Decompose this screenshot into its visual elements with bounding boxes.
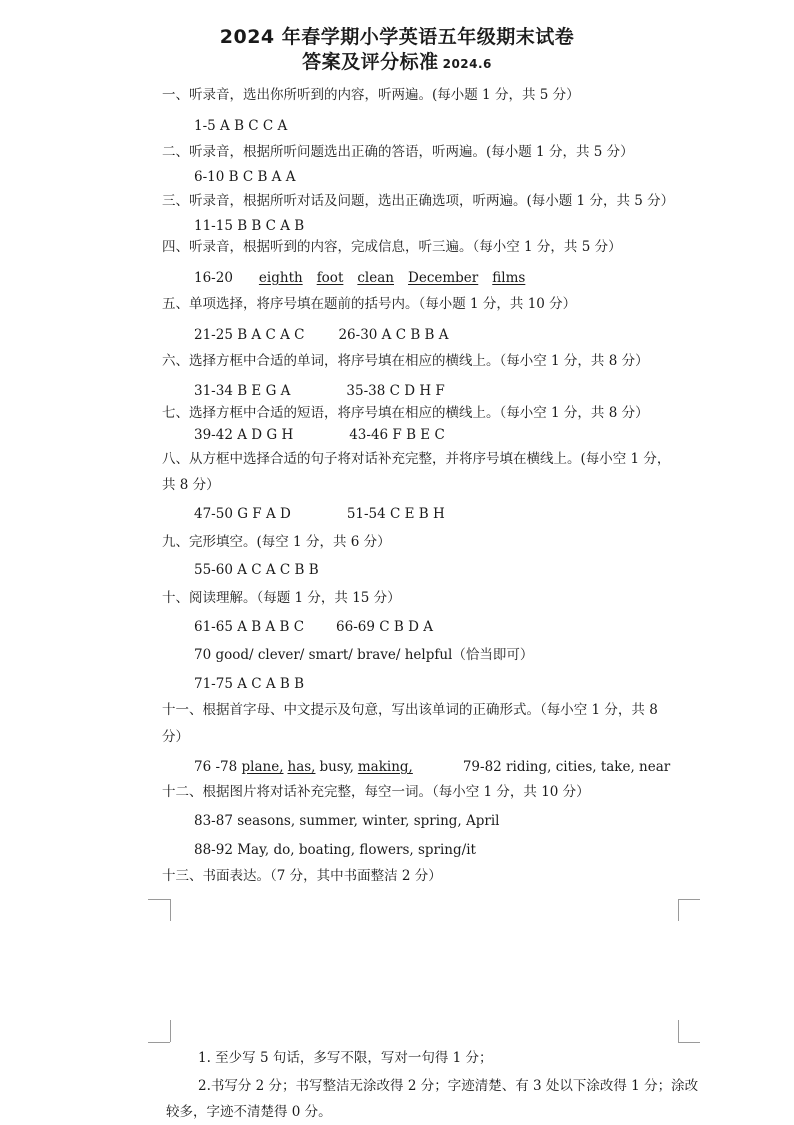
- section-11-heading-cont: 分）: [162, 729, 189, 745]
- section-11-answer-b: 79-82 riding, cities, take, near: [462, 759, 671, 775]
- section-11-answer: [194, 758, 670, 776]
- section-13-rule-2: 2.书写分 2 分；书写整洁无涂改得 2 分；字迹清楚、有 3 处以下涂改得 1 分；涂改: [198, 1078, 699, 1094]
- box-corner-mark: [678, 899, 700, 900]
- answer-word-17: foot: [316, 270, 344, 286]
- section-5-answer-a: 21-25 B A C A C: [194, 327, 305, 343]
- section-13-rule-1: 1. 至少写 5 句话，多写不限，写对一句得 1 分；: [198, 1050, 493, 1066]
- title-line-1: 2024 年春学期小学英语五年级期末试卷: [219, 26, 575, 48]
- section-4-label: 16-20: [194, 270, 233, 286]
- section-6-answer-b: 35-38 C D H F: [346, 383, 445, 399]
- section-11-label: 76 -78: [194, 759, 238, 775]
- section-12-answer-b: 88-92 May, do, boating, flowers, spring/it: [194, 842, 476, 858]
- section-5-heading: 五、单项选择，将序号填在题前的括号内。（每小题 1 分，共 10 分）: [162, 296, 577, 312]
- section-12-answer-a: 83-87 seasons, summer, winter, spring, April: [194, 813, 500, 829]
- box-corner-mark: [678, 1020, 679, 1042]
- section-4-heading: 四、听录音，根据听到的内容，完成信息，听三遍。（每小空 1 分，共 5 分）: [162, 239, 622, 255]
- section-13-rule-2-cont: 较多，字迹不清楚得 0 分。: [166, 1104, 332, 1120]
- section-2-answer: 6-10 B C B A A: [194, 169, 296, 185]
- section-10-answer-a: 61-65 A B A B C: [194, 619, 305, 635]
- box-corner-mark: [148, 1042, 170, 1043]
- box-corner-mark: [678, 899, 679, 921]
- answer-word-76: plane,: [241, 759, 284, 775]
- section-8-answer-a: 47-50 G F A D: [194, 506, 291, 522]
- box-corner-mark: [170, 899, 171, 921]
- answer-word-16: eighth: [258, 270, 303, 286]
- section-4-answer: [194, 269, 539, 287]
- section-8-heading: 八、从方框中选择合适的句子将对话补充完整，并将序号填在横线上。(每小空 1 分，: [162, 451, 671, 467]
- section-1-heading: 一、听录音，选出你所听到的内容，听两遍。(每小题 1 分，共 5 分）: [162, 87, 580, 103]
- answer-word-20: films: [492, 270, 526, 286]
- section-10-answer-b: 66-69 C B D A: [336, 619, 433, 635]
- section-13-heading: 十三、书面表达。（7 分，其中书面整洁 2 分）: [162, 868, 442, 884]
- section-7-answer-b: 43-46 F B E C: [349, 427, 445, 443]
- section-11-heading: 十一、根据首字母、中文提示及句意，写出该单词的正确形式。（每小空 1 分，共 8: [162, 702, 658, 718]
- box-corner-mark: [678, 1042, 700, 1043]
- box-corner-mark: [148, 899, 170, 900]
- section-7-answer-a: 39-42 A D G H: [194, 427, 294, 443]
- section-10-answer-1: [194, 618, 433, 636]
- section-8-heading-cont: 共 8 分）: [162, 477, 220, 493]
- section-3-heading: 三、听录音，根据所听对话及问题，选出正确选项，听两遍。(每小题 1 分，共 5 分）: [162, 193, 675, 209]
- title-line-2: [0, 47, 794, 74]
- section-5-answer-b: 26-30 A C B B A: [338, 327, 449, 343]
- section-1-answer: 1-5 A B C C A: [194, 118, 288, 134]
- section-7-heading: 七、选择方框中合适的短语，将序号填在相应的横线上。（每小空 1 分，共 8 分）: [162, 405, 649, 421]
- section-3-answer: 11-15 B B C A B: [194, 218, 305, 234]
- answer-word-77: has,: [287, 759, 316, 775]
- section-9-heading: 九、完形填空。(每空 1 分，共 6 分）: [162, 534, 391, 550]
- answer-word-78: making,: [357, 759, 413, 775]
- section-10-heading: 十、阅读理解。（每题 1 分，共 15 分）: [162, 590, 401, 606]
- answer-word-busy: busy,: [319, 759, 354, 775]
- section-12-heading: 十二、根据图片将对话补充完整，每空一词。（每小空 1 分，共 10 分）: [162, 784, 590, 800]
- answer-word-18: clean: [357, 270, 394, 286]
- section-7-answer: [194, 426, 445, 444]
- section-5-answer: [194, 326, 449, 344]
- title-subtitle: 答案及评分标准: [302, 51, 439, 73]
- section-8-answer: [194, 505, 445, 523]
- box-corner-mark: [170, 1020, 171, 1042]
- section-6-answer-a: 31-34 B E G A: [194, 383, 291, 399]
- section-10-answer-d: 71-75 A C A B B: [194, 676, 305, 692]
- answer-word-19: December: [408, 270, 479, 286]
- section-6-answer: [194, 382, 445, 400]
- section-9-answer: 55-60 A C A C B B: [194, 562, 319, 578]
- section-2-heading: 二、听录音，根据所听问题选出正确的答语，听两遍。(每小题 1 分，共 5 分）: [162, 144, 634, 160]
- section-10-answer-c: 70 good/ clever/ smart/ brave/ helpful（恰当即可）: [194, 647, 534, 663]
- section-8-answer-b: 51-54 C E B H: [346, 506, 445, 522]
- section-6-heading: 六、选择方框中合适的单词，将序号填在相应的横线上。（每小空 1 分，共 8 分）: [162, 353, 649, 369]
- title-date: 2024.6: [442, 57, 492, 71]
